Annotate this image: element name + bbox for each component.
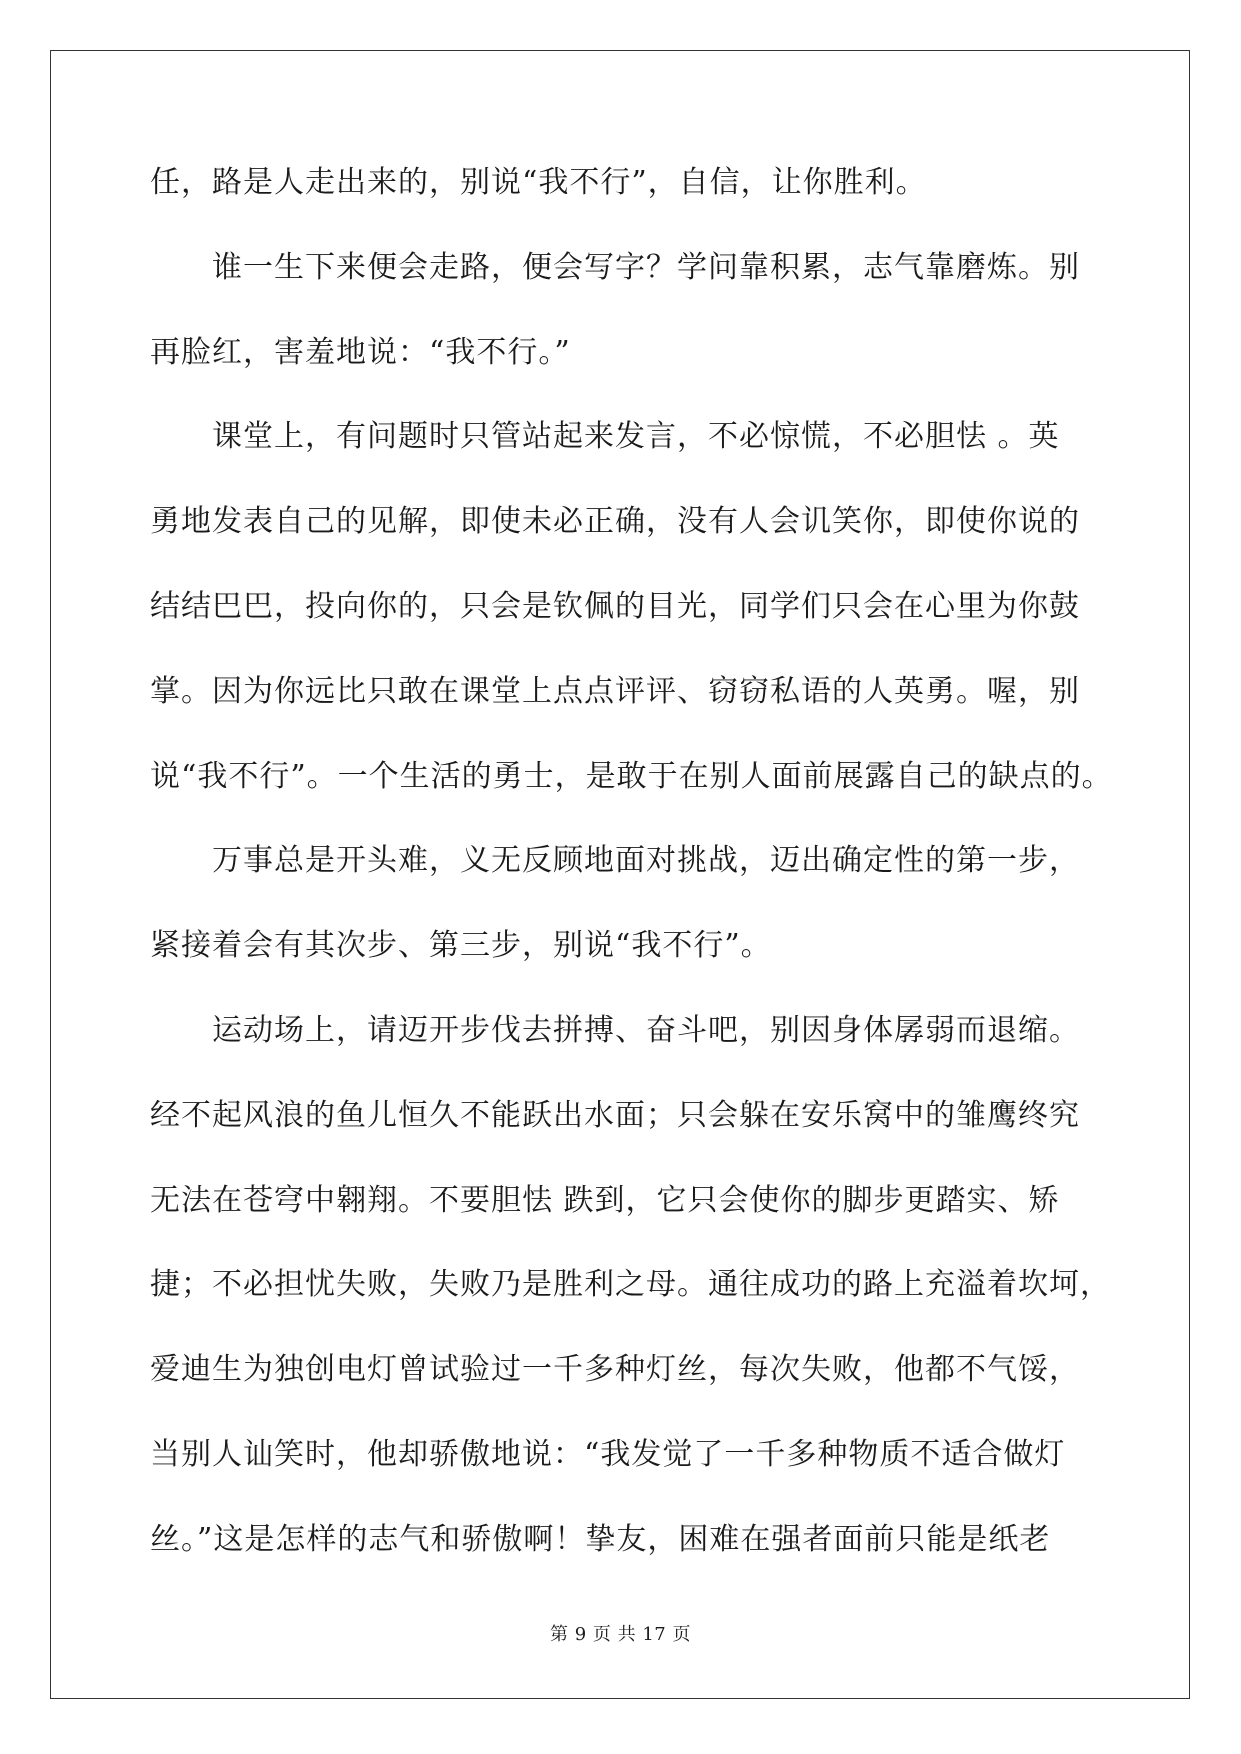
text-line: 运动场上，请迈开步伐去拼搏、奋斗吧，别因身体孱弱而退缩。 (212, 1012, 1080, 1048)
text-line: 丝。”这是怎样的志气和骄傲啊！挚友，困难在强者面前只能是纸老 (150, 1521, 1051, 1557)
text-line: 当别人讪笑时，他却骄傲地说：“我发觉了一千多种物质不适合做灯 (150, 1436, 1066, 1472)
text-line: 万事总是开头难，义无反顾地面对挑战，迈出确定性的第一步， (212, 843, 1080, 879)
text-line: 爱迪生为独创电灯曾试验过一千多种灯丝，每次失败，他都不气馁， (150, 1352, 1080, 1388)
text-line: 掌。因为你远比只敢在课堂上点点评评、窃窃私语的人英勇。喔，别 (150, 673, 1080, 709)
document-body (150, 163, 1113, 1605)
text-line: 谁一生下来便会走路，便会写字？学问靠积累，志气靠磨炼。别 (212, 249, 1080, 285)
text-line: 勇地发表自己的见解，即使未必正确，没有人会讥笑你，即使你说的 (150, 504, 1080, 540)
text-line: 任，路是人走出来的，别说“我不行”，自信，让你胜利。 (150, 165, 927, 200)
text-line: 再脸红，害羞地说：“我不行。” (150, 334, 571, 370)
text-line: 说“我不行”。一个生活的勇士，是敢于在别人面前展露自己的缺点的。 (150, 758, 1113, 794)
text-line: 捷；不必担忧失败，失败乃是胜利之母。通往成功的路上充溢着坎坷， (150, 1267, 1111, 1303)
text-line: 结结巴巴，投向你的，只会是钦佩的目光，同学们只会在心里为你鼓 (150, 588, 1080, 624)
page-number: 第 9 页 共 17 页 (550, 1624, 691, 1645)
text-line: 课堂上，有问题时只管站起来发言，不必惊慌，不必胆怯 。英 (212, 419, 1060, 455)
text-line: 经不起风浪的鱼儿恒久不能跃出水面；只会躲在安乐窝中的雏鹰终究 (150, 1097, 1080, 1133)
text-line: 紧接着会有其次步、第三步，别说“我不行”。 (150, 928, 772, 964)
text-line: 无法在苍穹中翱翔。不要胆怯 跌到，它只会使你的脚步更踏实、矫 (150, 1182, 1060, 1218)
